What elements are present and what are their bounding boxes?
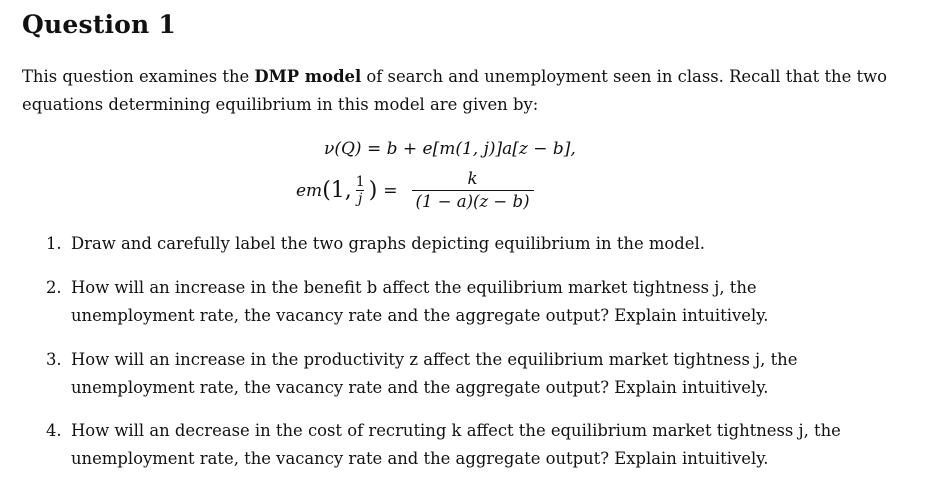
list-item-number: 2. <box>46 278 62 297</box>
intro-paragraph <box>22 63 902 119</box>
equation-2-lhs-frac-num: 1 <box>355 174 365 190</box>
equation-1: ν(Q) = b + e[m(1, j)]a[z − b], <box>324 139 576 159</box>
equation-2-lhs-frac-den: j <box>358 191 363 207</box>
equation-2-lhs-open: (1, <box>322 178 352 203</box>
equation-2-lhs-prefix: em <box>296 180 323 201</box>
equation-2-equals: = <box>383 180 398 201</box>
intro-text-start: This question examines the <box>22 67 255 86</box>
equation-2-rhs-fraction <box>412 168 534 213</box>
list-item-number: 4. <box>46 421 62 440</box>
list-item <box>46 417 866 473</box>
list-item <box>46 230 866 258</box>
equation-2 <box>296 168 534 213</box>
list-item-text: How will an decrease in the cost of recruting k affect the equilibrium market tightness j, the unemployment rate, the vacancy rate and the aggregate output? Explain intuitively. <box>71 421 841 468</box>
list-item-number: 3. <box>46 350 62 369</box>
list-item-text: How will an increase in the productivity z affect the equilibrium market tightness j, the unemployment rate, the vacancy rate and the aggregate output? Explain intuitively. <box>71 350 798 397</box>
list-item-number: 1. <box>46 234 62 253</box>
question-title: Question 1 <box>22 10 176 39</box>
equation-2-lhs-close: ) <box>368 178 378 203</box>
list-item <box>46 274 866 330</box>
equation-2-rhs-den: (1 − a)(z − b) <box>412 190 534 213</box>
list-item <box>46 346 866 402</box>
equation-2-rhs-num: k <box>467 169 478 188</box>
intro-bold-term: DMP model <box>254 67 362 86</box>
equation-2-lhs-fraction <box>354 174 367 207</box>
list-item-text: Draw and carefully label the two graphs depicting equilibrium in the model. <box>71 234 705 253</box>
intro-text-end: of search and unemployment seen in class. Recall that the two equations determining equilibrium in this model are given by: <box>22 67 888 114</box>
list-item-text: How will an increase in the benefit b affect the equilibrium market tightness j, the unemployment rate, the vacancy rate and the aggregate output? Explain intuitively. <box>71 278 769 325</box>
